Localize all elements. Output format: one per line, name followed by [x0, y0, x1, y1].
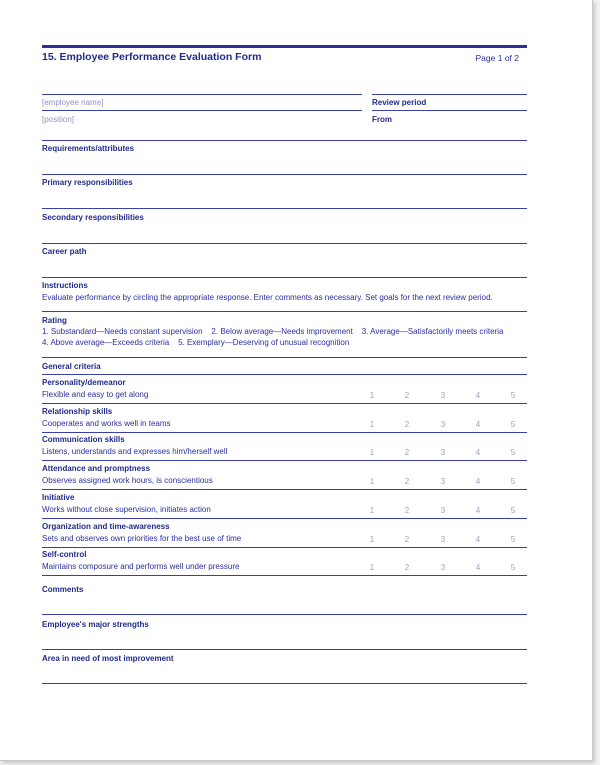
- rating-scale: [365, 506, 525, 516]
- rating-option[interactable]: 2: [404, 419, 410, 429]
- employee-name-line: [42, 94, 362, 95]
- rating-option[interactable]: 2: [404, 505, 410, 515]
- criterion-description: Works without close supervision, initiates action: [42, 504, 211, 514]
- career-rule: [42, 243, 527, 244]
- rating-option[interactable]: 2: [404, 563, 410, 573]
- criterion-name: Personality/demeanor: [42, 378, 126, 387]
- career-path-label[interactable]: Career path: [42, 247, 87, 256]
- rating-scale: [365, 535, 525, 545]
- instructions-heading: Instructions: [42, 281, 88, 290]
- criterion-name: Organization and time-awareness: [42, 521, 170, 531]
- criterion-name: Initiative: [42, 492, 75, 502]
- rating-option[interactable]: 5: [510, 477, 516, 487]
- rating-option[interactable]: 3: [440, 477, 446, 487]
- rating-option[interactable]: 3: [440, 534, 446, 544]
- rating-option[interactable]: 2: [404, 448, 410, 458]
- rating-option[interactable]: 3: [440, 563, 446, 573]
- rating-scale: [365, 420, 525, 430]
- rating-option[interactable]: 4: [475, 477, 481, 487]
- employee-name-field[interactable]: [employee name]: [42, 98, 104, 107]
- rating-scale: [365, 448, 525, 458]
- improvement-label[interactable]: Area in need of most improvement: [42, 654, 174, 663]
- rating-option[interactable]: 5: [510, 505, 516, 515]
- primary-rule: [42, 174, 527, 175]
- rating-option[interactable]: 3: [440, 448, 446, 458]
- strengths-label[interactable]: Employee's major strengths: [42, 620, 149, 629]
- criterion-description: Observes assigned work hours, is conscientious: [42, 476, 213, 486]
- requirements-label[interactable]: Requirements/attributes: [42, 144, 135, 153]
- improvement-rule: [42, 683, 527, 684]
- rating-option[interactable]: 1: [369, 391, 375, 400]
- rating-option[interactable]: 5: [510, 534, 516, 544]
- rating-option[interactable]: 4: [475, 505, 481, 515]
- criterion-rule: [42, 460, 527, 461]
- rating-option[interactable]: 3: [440, 505, 446, 515]
- criterion-name: Self-control: [42, 550, 87, 560]
- form-title: 15. Employee Performance Evaluation Form: [42, 51, 262, 63]
- review-period-line: [372, 94, 527, 95]
- comments-rule: [42, 614, 527, 615]
- secondary-responsibilities-label[interactable]: Secondary responsibilities: [42, 213, 144, 222]
- rating-rule: [42, 311, 527, 312]
- rating-option[interactable]: 5: [510, 448, 516, 458]
- rating-option[interactable]: 4: [475, 534, 481, 544]
- general-criteria-header-rule: [42, 374, 527, 375]
- criterion-rule: [42, 518, 527, 519]
- general-criteria-heading: General criteria: [42, 362, 101, 371]
- rating-option[interactable]: 4: [475, 563, 481, 573]
- criterion-name: Attendance and promptness: [42, 464, 151, 474]
- requirements-rule: [42, 140, 527, 141]
- position-line: [42, 110, 362, 111]
- position-field[interactable]: [position]: [42, 115, 75, 124]
- rating-option[interactable]: 5: [510, 419, 516, 429]
- rating-option[interactable]: 5: [510, 391, 516, 400]
- rating-option[interactable]: 2: [404, 391, 410, 400]
- rating-option[interactable]: 4: [475, 419, 481, 429]
- rating-option[interactable]: 3: [440, 419, 446, 429]
- rating-option[interactable]: 5: [510, 563, 516, 573]
- criterion-rule: [42, 547, 527, 548]
- primary-responsibilities-label[interactable]: Primary responsibilities: [42, 178, 133, 187]
- rating-option[interactable]: 3: [440, 391, 446, 400]
- rating-option[interactable]: 4: [475, 391, 481, 400]
- page-number: Page 1 of 2: [475, 53, 519, 63]
- criterion-description: Maintains composure and performs well under pressure: [42, 562, 240, 572]
- rating-option[interactable]: 1: [369, 477, 375, 487]
- rating-option[interactable]: 1: [369, 448, 375, 458]
- rating-heading: Rating: [42, 316, 67, 325]
- criterion-rule: [42, 575, 527, 576]
- from-label: From: [372, 115, 392, 124]
- secondary-rule: [42, 208, 527, 209]
- rating-option[interactable]: 2: [404, 477, 410, 487]
- criterion-description: Flexible and easy to get along: [42, 390, 149, 399]
- title-rule: [42, 45, 527, 48]
- from-line: [372, 110, 527, 111]
- general-criteria-rule: [42, 357, 527, 358]
- rating-option[interactable]: 2: [404, 534, 410, 544]
- review-period-label: Review period: [372, 98, 427, 107]
- criterion-rule: [42, 432, 527, 433]
- rating-option[interactable]: 4: [475, 448, 481, 458]
- rating-scale: [365, 563, 525, 573]
- rating-option[interactable]: 1: [369, 563, 375, 573]
- rating-scale: [365, 391, 525, 401]
- rating-option[interactable]: 1: [369, 419, 375, 429]
- criterion-rule: [42, 489, 527, 490]
- criterion-name: Relationship skills: [42, 406, 113, 416]
- comments-label[interactable]: Comments: [42, 585, 84, 594]
- rating-legend-line-2: 4. Above average—Exceeds criteria 5. Exemplary—Deserving of unusual recognition: [42, 338, 350, 347]
- criterion-name: Communication skills: [42, 435, 125, 445]
- criterion-rule: [42, 403, 527, 404]
- criterion-description: Cooperates and works well in teams: [42, 418, 171, 428]
- criterion-description: Listens, understands and expresses him/herself well: [42, 447, 228, 457]
- rating-scale: [365, 477, 525, 487]
- instructions-rule: [42, 277, 527, 278]
- strengths-rule: [42, 649, 527, 650]
- rating-legend-line-1: 1. Substandard—Needs constant supervision 2. Below average—Needs improvement 3. Average—Satisfactorily meets criteria: [42, 327, 504, 336]
- instructions-text: Evaluate performance by circling the appropriate response. Enter comments as necessary. Set goals for the next review period.: [42, 293, 493, 302]
- criterion-description: Sets and observes own priorities for the best use of time: [42, 533, 242, 543]
- rating-option[interactable]: 1: [369, 505, 375, 515]
- rating-option[interactable]: 1: [369, 534, 375, 544]
